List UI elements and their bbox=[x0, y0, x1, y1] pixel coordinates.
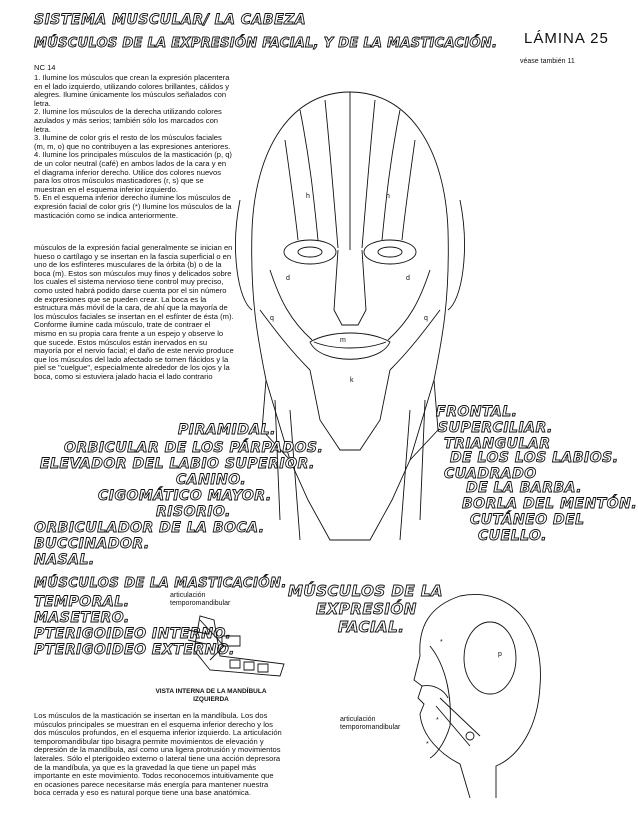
mastication-heading: MÚSCULOS DE LA MASTICACIÓN. bbox=[34, 576, 287, 591]
title-line1: SISTEMA MUSCULAR/ LA CABEZA bbox=[34, 12, 307, 28]
svg-text:m: m bbox=[340, 337, 346, 344]
instruction-3: 3. Ilumine de color gris el resto de los músculos faciales (m, m, o) que no contribuyen a las expresiones anteriores. bbox=[34, 133, 231, 151]
label-piramidal: PIRAMIDAL. bbox=[178, 422, 276, 438]
label-frontal: FRONTAL. bbox=[436, 404, 518, 420]
nc-code: NC 14 bbox=[34, 63, 56, 72]
svg-text:h: h bbox=[386, 193, 390, 200]
label-cuello: CUELLO. bbox=[478, 528, 547, 544]
mastication-text: Los músculos de la masticación se insertan en la mandíbula. Los dos músculos principales se muestran en el esquema inferior derecho y los dos músculos profundos, en el esquema inferior izquierdo. La articulación temporomandibular tipo bisagra permite movimientos de elevación y depresión de la mandíbula, así como una ligera protrusión y movimientos laterales. Sólo el pterigoideo externo o lateral tiene una acción depresora de la mandíbula, ya que es la gravedad la que tiene un papel más importante en este movimiento. Todos reconocemos intuitivamente que en ocasiones parece necesitarse más energía para mantener nuestra boca cerrada y eso es natural porque tiene una base anatómica. bbox=[34, 711, 282, 798]
expression-heading-1: MÚSCULOS DE LA bbox=[288, 582, 443, 600]
svg-text:p: p bbox=[498, 651, 502, 658]
label-temporal: TEMPORAL. bbox=[34, 594, 130, 610]
svg-text:q: q bbox=[270, 315, 274, 322]
label-triangular: TRIANGULAR bbox=[444, 436, 551, 452]
head-profile-illustration bbox=[400, 586, 550, 800]
facial-muscles-illustration bbox=[230, 80, 470, 550]
label-canino: CANINO. bbox=[176, 472, 247, 488]
label-de-los-labios: DE LOS LOS LABIOS. bbox=[450, 450, 619, 466]
title-line2: MÚSCULOS DE LA EXPRESIÓN FACIAL, Y DE LA MASTICACIÓN. bbox=[34, 36, 498, 51]
svg-text:*: * bbox=[440, 639, 443, 646]
svg-text:k: k bbox=[350, 377, 354, 384]
label-cutaneo: CUTÁNEO DEL bbox=[470, 512, 585, 528]
expression-heading-3: FACIAL. bbox=[338, 618, 405, 636]
label-orbicular-parpados: ORBICULAR DE LOS PÁRPADOS. bbox=[64, 440, 324, 456]
see-also: véase también 11 bbox=[520, 58, 575, 65]
label-elevador-labio: ELEVADOR DEL LABIO SUPERIOR. bbox=[40, 456, 315, 472]
view-caption: VISTA INTERNA DE LA MANDÍBULA IZQUIERDA bbox=[155, 688, 267, 703]
instructions bbox=[34, 74, 234, 220]
expression-text: músculos de la expresión facial generalmente se inician en hueso o cartílago y se insertan en la fascia superficial o en uno de los esfínteres musculares de la órbita (b) o de la boca (m). Estos son músculos muy finos y delicados sobre los cuales el sistema nervioso tiene control muy preciso, como usted habrá podido darse cuenta por el sin número de expresiones que se pueden crear. La boca es la estructura más móvil de la cara, de ahí que la mayoría de los músculos faciales se insertan en el esfínter de ésta (m). Conforme ilumine cada músculo, trate de contraer el mismo en su propia cara frente a un espejo y observe lo que sucede. Estos músculos están inervados en su mayoría por el nervio facial; el daño de este nervio produce que los músculos del lado afectado se tornen flácidos y la piel se "cuelgue", especialmente alrededor de los ojos y la boca, como si estuviera jalado hacia el lado contrario bbox=[34, 243, 234, 381]
label-risorio: RISORIO. bbox=[156, 504, 231, 520]
label-cigomatico: CIGOMÁTICO MAYOR. bbox=[98, 488, 272, 504]
instruction-2: 2. Ilumine los músculos de la derecha utilizando colores azulados y más serios; también sólo los marcados con letra. bbox=[34, 107, 222, 134]
label-superciliar: SUPERCILIAR. bbox=[438, 420, 553, 436]
label-de-la-barba: DE LA BARBA. bbox=[466, 480, 583, 496]
instruction-4: 4. Ilumine los principales músculos de la masticación (p, q) de un color neutral (café) en ambos lados de la cara y en el diagrama inferior derecho. Utilice dos colores nuevos para los otros músculos masticadores (r, s) que se muestran en el esquema inferior izquierdo. bbox=[34, 150, 232, 194]
svg-text:q: q bbox=[424, 315, 428, 322]
joint-label-right: articulación temporomandibular bbox=[340, 716, 401, 731]
label-borla-menton: BORLA DEL MENTÓN. bbox=[462, 496, 638, 512]
label-pterigoideo-interno: PTERIGOIDEO INTERNO. bbox=[34, 626, 232, 642]
svg-text:h: h bbox=[306, 193, 310, 200]
label-pterigoideo-externo: PTERIGOIDEO EXTERNO. bbox=[34, 642, 235, 658]
label-cuadrado: CUADRADO bbox=[444, 466, 537, 482]
label-orbiculador-boca: ORBICULADOR DE LA BOCA. bbox=[34, 520, 265, 536]
svg-text:d: d bbox=[286, 275, 290, 282]
svg-text:*: * bbox=[426, 741, 429, 748]
plate-number: LÁMINA 25 bbox=[524, 30, 609, 47]
mandible-internal-view bbox=[180, 610, 290, 686]
instruction-1: 1. Ilumine los músculos que crean la expresión placentera en el lado izquierdo, utilizando colores brillantes, cálidos y alegres. Ilumine únicamente los músculos señalados con letra. bbox=[34, 73, 230, 108]
joint-label-left: articulación temporomandibular bbox=[170, 592, 231, 607]
label-buccinador: BUCCINADOR. bbox=[34, 536, 150, 552]
instruction-5: 5. En el esquema inferior derecho ilumine los músculos de expresión facial de color gris (*) Ilumine los músculos de la masticación como se indica anteriormente. bbox=[34, 193, 232, 220]
svg-text:d: d bbox=[406, 275, 410, 282]
expression-heading-2: EXPRESIÓN bbox=[316, 600, 417, 618]
svg-text:*: * bbox=[436, 717, 439, 724]
label-nasal: NASAL. bbox=[34, 552, 95, 568]
label-masetero: MASETERO. bbox=[34, 610, 130, 626]
